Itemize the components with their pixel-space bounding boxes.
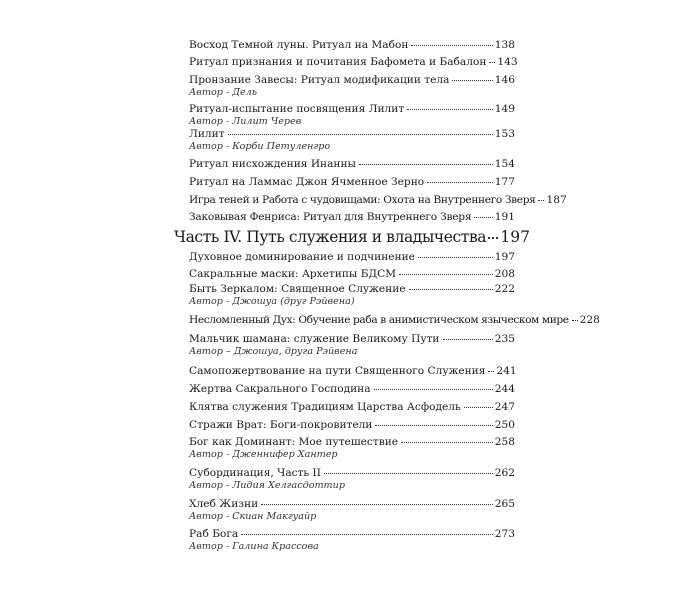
entry-title: Клятва служения Традициям Царства Асфодель <box>189 401 461 413</box>
entry-page: 262 <box>494 467 515 479</box>
part-page: 197 <box>500 228 530 246</box>
entry-author: Автор – Джошуа, друга Рэйвена <box>189 346 358 357</box>
entry-author: Автор - Дженнифер Хантер <box>189 449 338 460</box>
toc-entry <box>189 497 515 523</box>
toc-entry <box>189 193 567 207</box>
toc-entry <box>189 418 515 432</box>
dot-leader <box>474 216 492 218</box>
entry-title: Быть Зеркалом: Священное Служение <box>189 283 406 295</box>
dot-leader <box>324 472 493 474</box>
toc-entry <box>189 175 515 189</box>
entry-page: 244 <box>494 383 515 395</box>
entry-title: Несломленный Дух: Обучение раба в анимистическом языческом мире <box>189 314 569 326</box>
dot-leader <box>409 288 493 290</box>
dot-leader <box>407 108 493 110</box>
entry-author: Автор - Джошуа (друг Рэйвена) <box>189 296 355 307</box>
entry-title: Восход Темной луны. Ритуал на Мабон <box>189 39 409 51</box>
entry-title: Бог как Доминант: Мое путешествие <box>189 436 399 448</box>
dot-leader <box>401 441 493 443</box>
dot-leader <box>359 163 493 165</box>
entry-author: Автор - Лидия Хелгасдоттир <box>189 480 345 491</box>
entry-title: Субординация, Часть II <box>189 467 321 479</box>
dot-leader <box>488 236 498 239</box>
toc-entry <box>189 435 515 461</box>
toc-entry <box>189 127 515 153</box>
toc-entry <box>189 400 515 414</box>
toc-entry <box>189 267 515 281</box>
entry-page: 241 <box>496 365 517 377</box>
entry-title: Самопожертвование на пути Священного Служения <box>189 365 486 377</box>
entry-title: Лилит <box>189 128 225 140</box>
entry-page: 235 <box>494 333 515 345</box>
entry-page: 187 <box>546 194 567 206</box>
toc-entry <box>189 332 515 358</box>
entry-author: Автор - Корби Петуленгро <box>189 141 331 152</box>
entry-page: 258 <box>494 436 515 448</box>
entry-author: Автор - Галина Крассова <box>189 541 319 552</box>
part-heading <box>174 227 530 247</box>
entry-title: Духовное доминирование и подчинение <box>189 251 415 263</box>
entry-page: 247 <box>494 401 515 413</box>
dot-leader <box>241 533 493 535</box>
entry-author: Автор - Лилит Черев <box>189 116 302 127</box>
entry-page: 149 <box>494 103 515 115</box>
entry-page: 273 <box>494 528 515 540</box>
entry-title: Заковывая Фенриса: Ритуал для Внутреннего Зверя <box>189 211 472 223</box>
dot-leader <box>399 273 493 275</box>
entry-title: Ритуал нисхождения Инанны <box>189 158 356 170</box>
toc-entry <box>189 313 600 327</box>
entry-page: 265 <box>494 498 515 510</box>
entry-title: Хлеб Жизни <box>189 498 259 510</box>
entry-page: 197 <box>494 251 515 263</box>
toc-entry <box>189 250 515 264</box>
entry-page: 153 <box>494 128 515 140</box>
entry-title: Жертва Сакрального Господина <box>189 383 371 395</box>
entry-page: 143 <box>497 56 518 68</box>
dot-leader <box>464 406 493 408</box>
toc-entry <box>189 102 515 128</box>
dot-leader <box>427 181 493 183</box>
toc-entry <box>189 38 515 52</box>
entry-page: 138 <box>494 39 515 51</box>
dot-leader <box>443 338 493 340</box>
entry-page: 208 <box>494 268 515 280</box>
entry-page: 146 <box>494 74 515 86</box>
entry-title: Ритуал на Ламмас Джон Ячменное Зерно <box>189 176 425 188</box>
dot-leader <box>261 503 493 505</box>
dot-leader <box>375 424 492 426</box>
toc-entry <box>189 364 515 378</box>
entry-page: 250 <box>494 419 515 431</box>
dot-leader <box>572 319 578 321</box>
dot-leader <box>488 370 494 372</box>
entry-page: 191 <box>494 211 515 223</box>
entry-page: 177 <box>494 176 515 188</box>
toc-entry <box>189 282 515 308</box>
entry-title: Игра теней и Работа с чудовищами: Охота на Внутреннего Зверя <box>189 194 536 206</box>
entry-title: Сакральные маски: Архетипы БДСМ <box>189 268 397 280</box>
dot-leader <box>418 256 493 258</box>
dot-leader <box>228 133 493 135</box>
dot-leader <box>489 61 495 63</box>
entry-page: 228 <box>579 314 600 326</box>
entry-page: 154 <box>494 158 515 170</box>
entry-author: Автор - Скиан Макгуайр <box>189 511 317 522</box>
toc-entry <box>189 210 515 224</box>
toc-entry <box>189 73 515 99</box>
toc-entry <box>189 466 515 492</box>
entry-title: Ритуал-испытание посвящения Лилит <box>189 103 405 115</box>
entry-title: Стражи Врат: Боги-покровители <box>189 419 373 431</box>
toc-entry <box>189 527 515 553</box>
entry-title: Пронзание Завесы: Ритуал модификации тела <box>189 74 450 86</box>
entry-page: 222 <box>494 283 515 295</box>
part-title: Часть IV. Путь служения и владычества <box>174 228 487 246</box>
dot-leader <box>411 44 492 46</box>
entry-title: Ритуал признания и почитания Бафомета и Бабалон <box>189 56 487 68</box>
entry-title: Раб Бога <box>189 528 239 540</box>
dot-leader <box>452 79 492 81</box>
toc-entry <box>189 382 515 396</box>
entry-title: Мальчик шамана: служение Великому Пути <box>189 333 440 345</box>
entry-author: Автор - Дель <box>189 87 258 98</box>
toc-entry <box>189 55 518 69</box>
toc-entry <box>189 157 515 171</box>
dot-leader <box>538 199 544 201</box>
dot-leader <box>374 388 493 390</box>
